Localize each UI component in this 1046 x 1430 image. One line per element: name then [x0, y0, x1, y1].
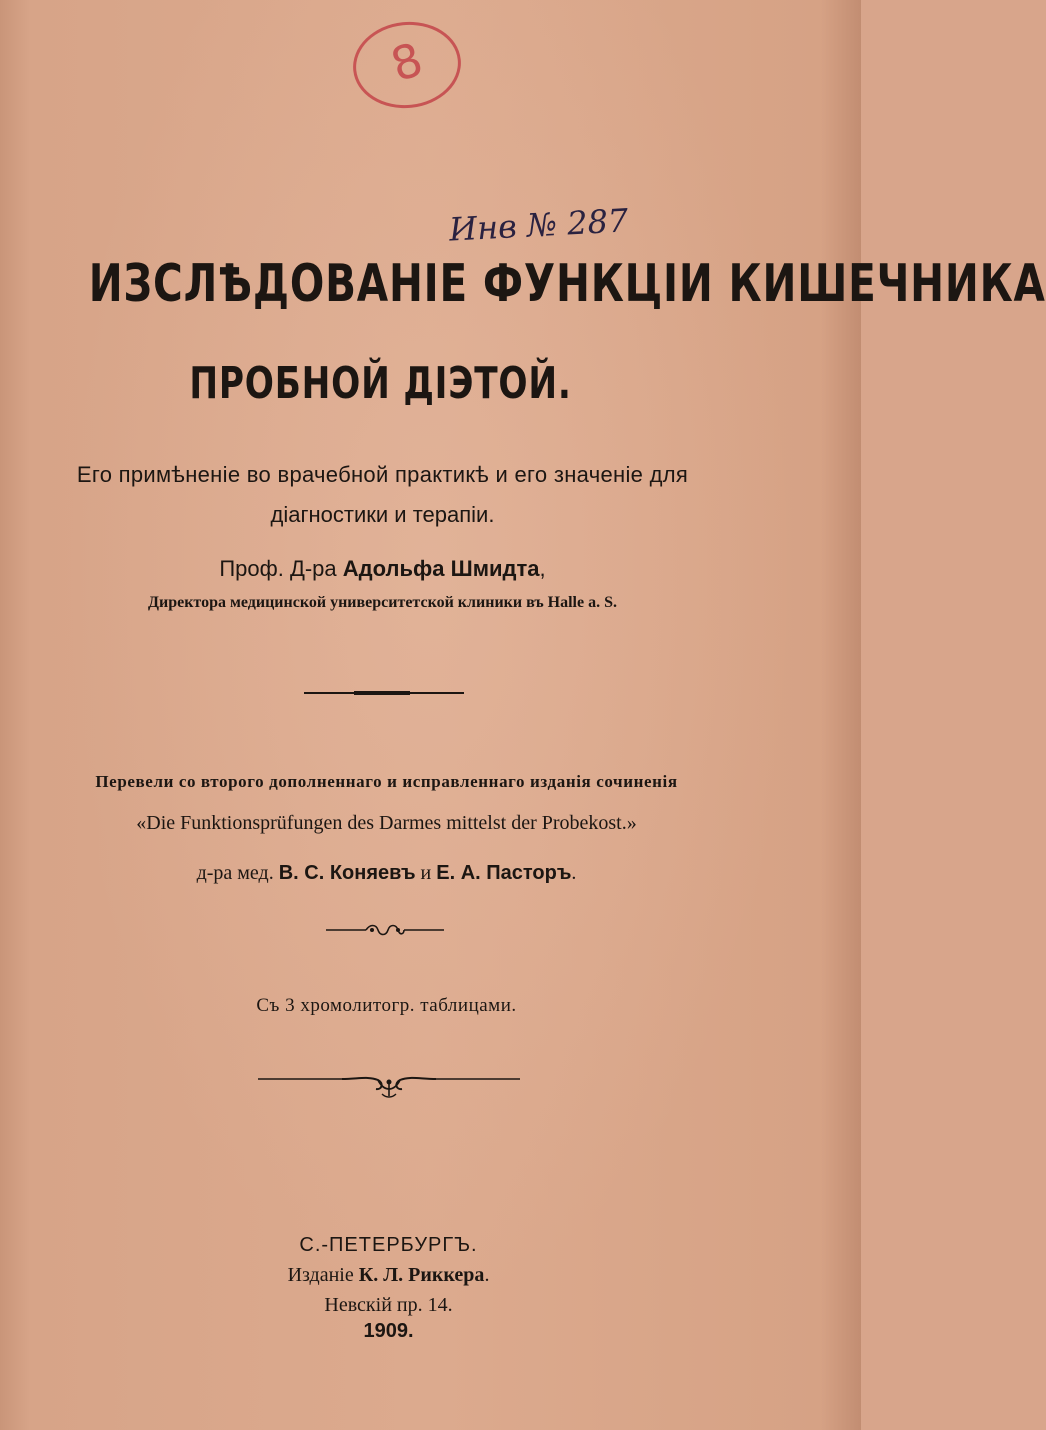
translators-conjunction: и: [420, 862, 432, 884]
subtitle-line1: Его примѣненіе во врачебной практикѣ и его значеніе для: [76, 462, 689, 487]
author-prefix: Проф. Д-ра: [219, 556, 337, 581]
translation-line: Перевели со второго дополненнаго и исправленнаго изданія сочиненія: [95, 772, 678, 791]
stamp-number: 8: [384, 31, 429, 93]
translators-prefix: д-ра мед.: [196, 862, 274, 884]
small-ornament: [326, 922, 444, 938]
translator-1: В. С. Коняевъ: [278, 862, 416, 884]
imprint-year: 1909.: [363, 1320, 414, 1342]
publisher-name: К. Л. Риккера: [358, 1264, 485, 1286]
translator-2: Е. А. Пасторъ: [436, 862, 572, 884]
book-title-line1: ИЗСЛѢДОВАНІЕ ФУНКЦІИ КИШЕЧНИКА: [88, 254, 1046, 314]
author-name: Адольфа Шмидта: [342, 556, 540, 581]
translators-line: [0, 862, 817, 885]
library-stamp: [349, 17, 465, 114]
inventory-note: Инв № 287: [448, 201, 630, 249]
publisher-prefix: Изданіе: [287, 1264, 354, 1286]
author-line: [0, 556, 813, 582]
divider-rule-center: [354, 691, 410, 695]
original-title: «Die Funktionsprüfungen des Darmes mittelst der Probekost.»: [136, 812, 637, 834]
translators-period: .: [571, 862, 577, 884]
imprint-publisher-line: [0, 1264, 819, 1287]
author-suffix: ,: [539, 556, 546, 581]
subtitle-line2: діагностики и терапіи.: [270, 502, 495, 527]
tables-note: Съ 3 хромолитогр. таблицами.: [256, 995, 517, 1016]
large-ornament: [258, 1070, 520, 1100]
imprint-city: С.-ПЕТЕРБУРГЪ.: [299, 1234, 478, 1256]
imprint-address: Невскій пр. 14.: [324, 1294, 453, 1316]
author-position: Директора медицинской университетской клиники въ Halle a. S.: [147, 594, 617, 611]
publisher-suffix: .: [484, 1264, 490, 1286]
book-title-line2: ПРОБНОЙ ДІЭТОЙ.: [189, 358, 572, 409]
